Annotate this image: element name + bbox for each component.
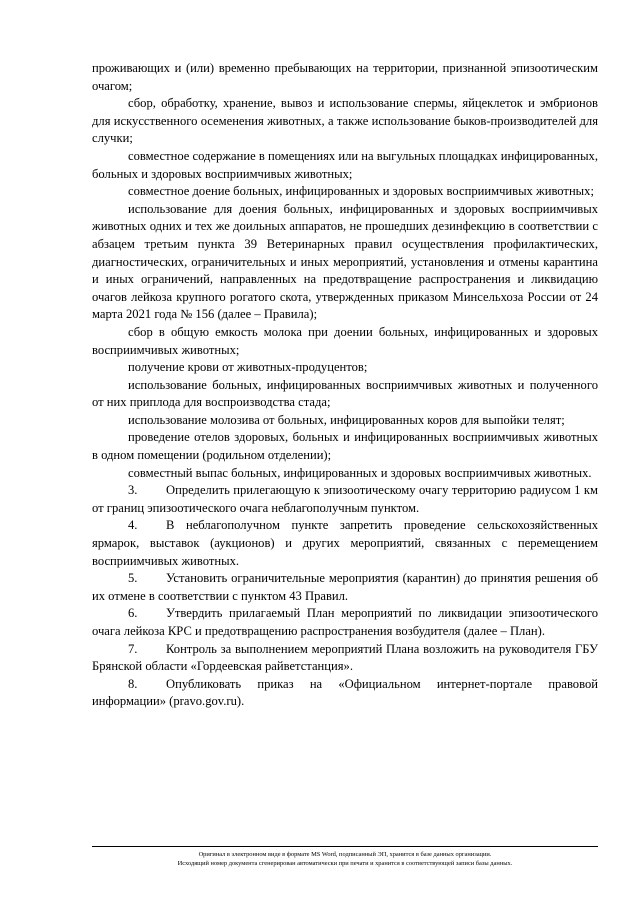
- footer-line-original: Оригинал в электронном виде в формате MS Word, подписанный ЭП, хранится в базе данных организации.: [198, 851, 492, 858]
- prohibition-item: совместное доение больных, инфицированных и здоровых восприимчивых животных;: [128, 184, 594, 199]
- clause-number: 7.: [128, 641, 138, 656]
- numbered-clause-5: [92, 570, 598, 605]
- numbered-clause-3: [92, 482, 598, 517]
- clause-text: Определить прилегающую к эпизоотическому очагу территорию радиусом 1 км от границ эпизоотического очага неблагополучным пунктом.: [92, 483, 598, 515]
- prohibition-item: получение крови от животных-продуцентов;: [128, 360, 368, 375]
- clause-number: 8.: [128, 676, 138, 691]
- clause-text: Контроль за выполнением мероприятий Плана возложить на руководителя ГБУ Брянской области «Гордеевская райветстанция».: [92, 641, 598, 674]
- prohibition-item: сбор в общую емкость молока при доении больных, инфицированных и здоровых восприимчивых животных;: [92, 324, 598, 357]
- clause-number: 3.: [128, 483, 138, 498]
- page-footer: [92, 850, 598, 868]
- footer-line-number: Исходящий номер документа сгенерирован автоматически при печати и хранится в соответствующей записи базы данных.: [177, 860, 513, 867]
- paragraph-continuation: проживающих и (или) временно пребывающих на территории, признанной эпизоотическим очагом;: [92, 61, 598, 93]
- clause-text: Утвердить прилагаемый План мероприятий по ликвидации эпизоотического очага лейкоза КРС и предотвращению распространения возбудителя (далее – План).: [92, 606, 598, 638]
- prohibition-item: сбор, обработку, хранение, вывоз и использование спермы, яйцеклеток и эмбрионов для искусственного осеменения животных, а также использование быков-производителей для случки;: [92, 96, 598, 146]
- prohibition-item: совместный выпас больных, инфицированных и здоровых восприимчивых животных.: [128, 465, 592, 480]
- prohibition-item: использование для доения больных, инфицированных и здоровых восприимчивых животных одних и тех же доильных аппаратов, не прошедших дезинфекцию в соответствии с абзацем третьим пункта 39 Ветеринарных правил осуществления профилактических, диагностических, ограничительных и иных мероприятий, установления и отмены карантина и иных ограничений, направленных на предотвращение распространения и ликвидацию очагов лейкоза крупного рогатого скота, утвержденных приказом Минсельхоза России от 24 марта 2021 года № 156 (далее – Правила);: [92, 201, 598, 322]
- numbered-clause-8: [92, 676, 598, 711]
- prohibition-item: совместное содержание в помещениях или на выгульных площадках инфицированных, больных и здоровых восприимчивых животных;: [92, 148, 598, 181]
- prohibition-item: использование молозива от больных, инфицированных коров для выпойки телят;: [128, 412, 565, 427]
- numbered-clause-6: [92, 605, 598, 640]
- numbered-clause-7: [92, 641, 598, 676]
- clause-number: 4.: [128, 518, 138, 533]
- document-body: [92, 60, 598, 711]
- clause-text: Установить ограничительные мероприятия (карантин) до принятия решения об их отмене в соответствии с пунктом 43 Правил.: [92, 571, 598, 603]
- clause-text: В неблагополучном пункте запретить проведение сельскохозяйственных ярмарок, выставок (аукционов) и других мероприятий, связанных с перемещением восприимчивых животных.: [92, 518, 598, 568]
- clause-number: 5.: [128, 571, 138, 586]
- prohibition-item: использование больных, инфицированных восприимчивых животных и полученного от них приплода для воспроизводства стада;: [92, 377, 598, 410]
- prohibition-item: проведение отелов здоровых, больных и инфицированных восприимчивых животных в одном помещении (родильном отделении);: [92, 430, 598, 463]
- clause-number: 6.: [128, 606, 138, 621]
- footer-divider: [92, 846, 598, 847]
- clause-text: Опубликовать приказ на «Официальном интернет-портале правовой информации» (pravo.gov.ru).: [92, 676, 598, 709]
- numbered-clause-4: [92, 517, 598, 570]
